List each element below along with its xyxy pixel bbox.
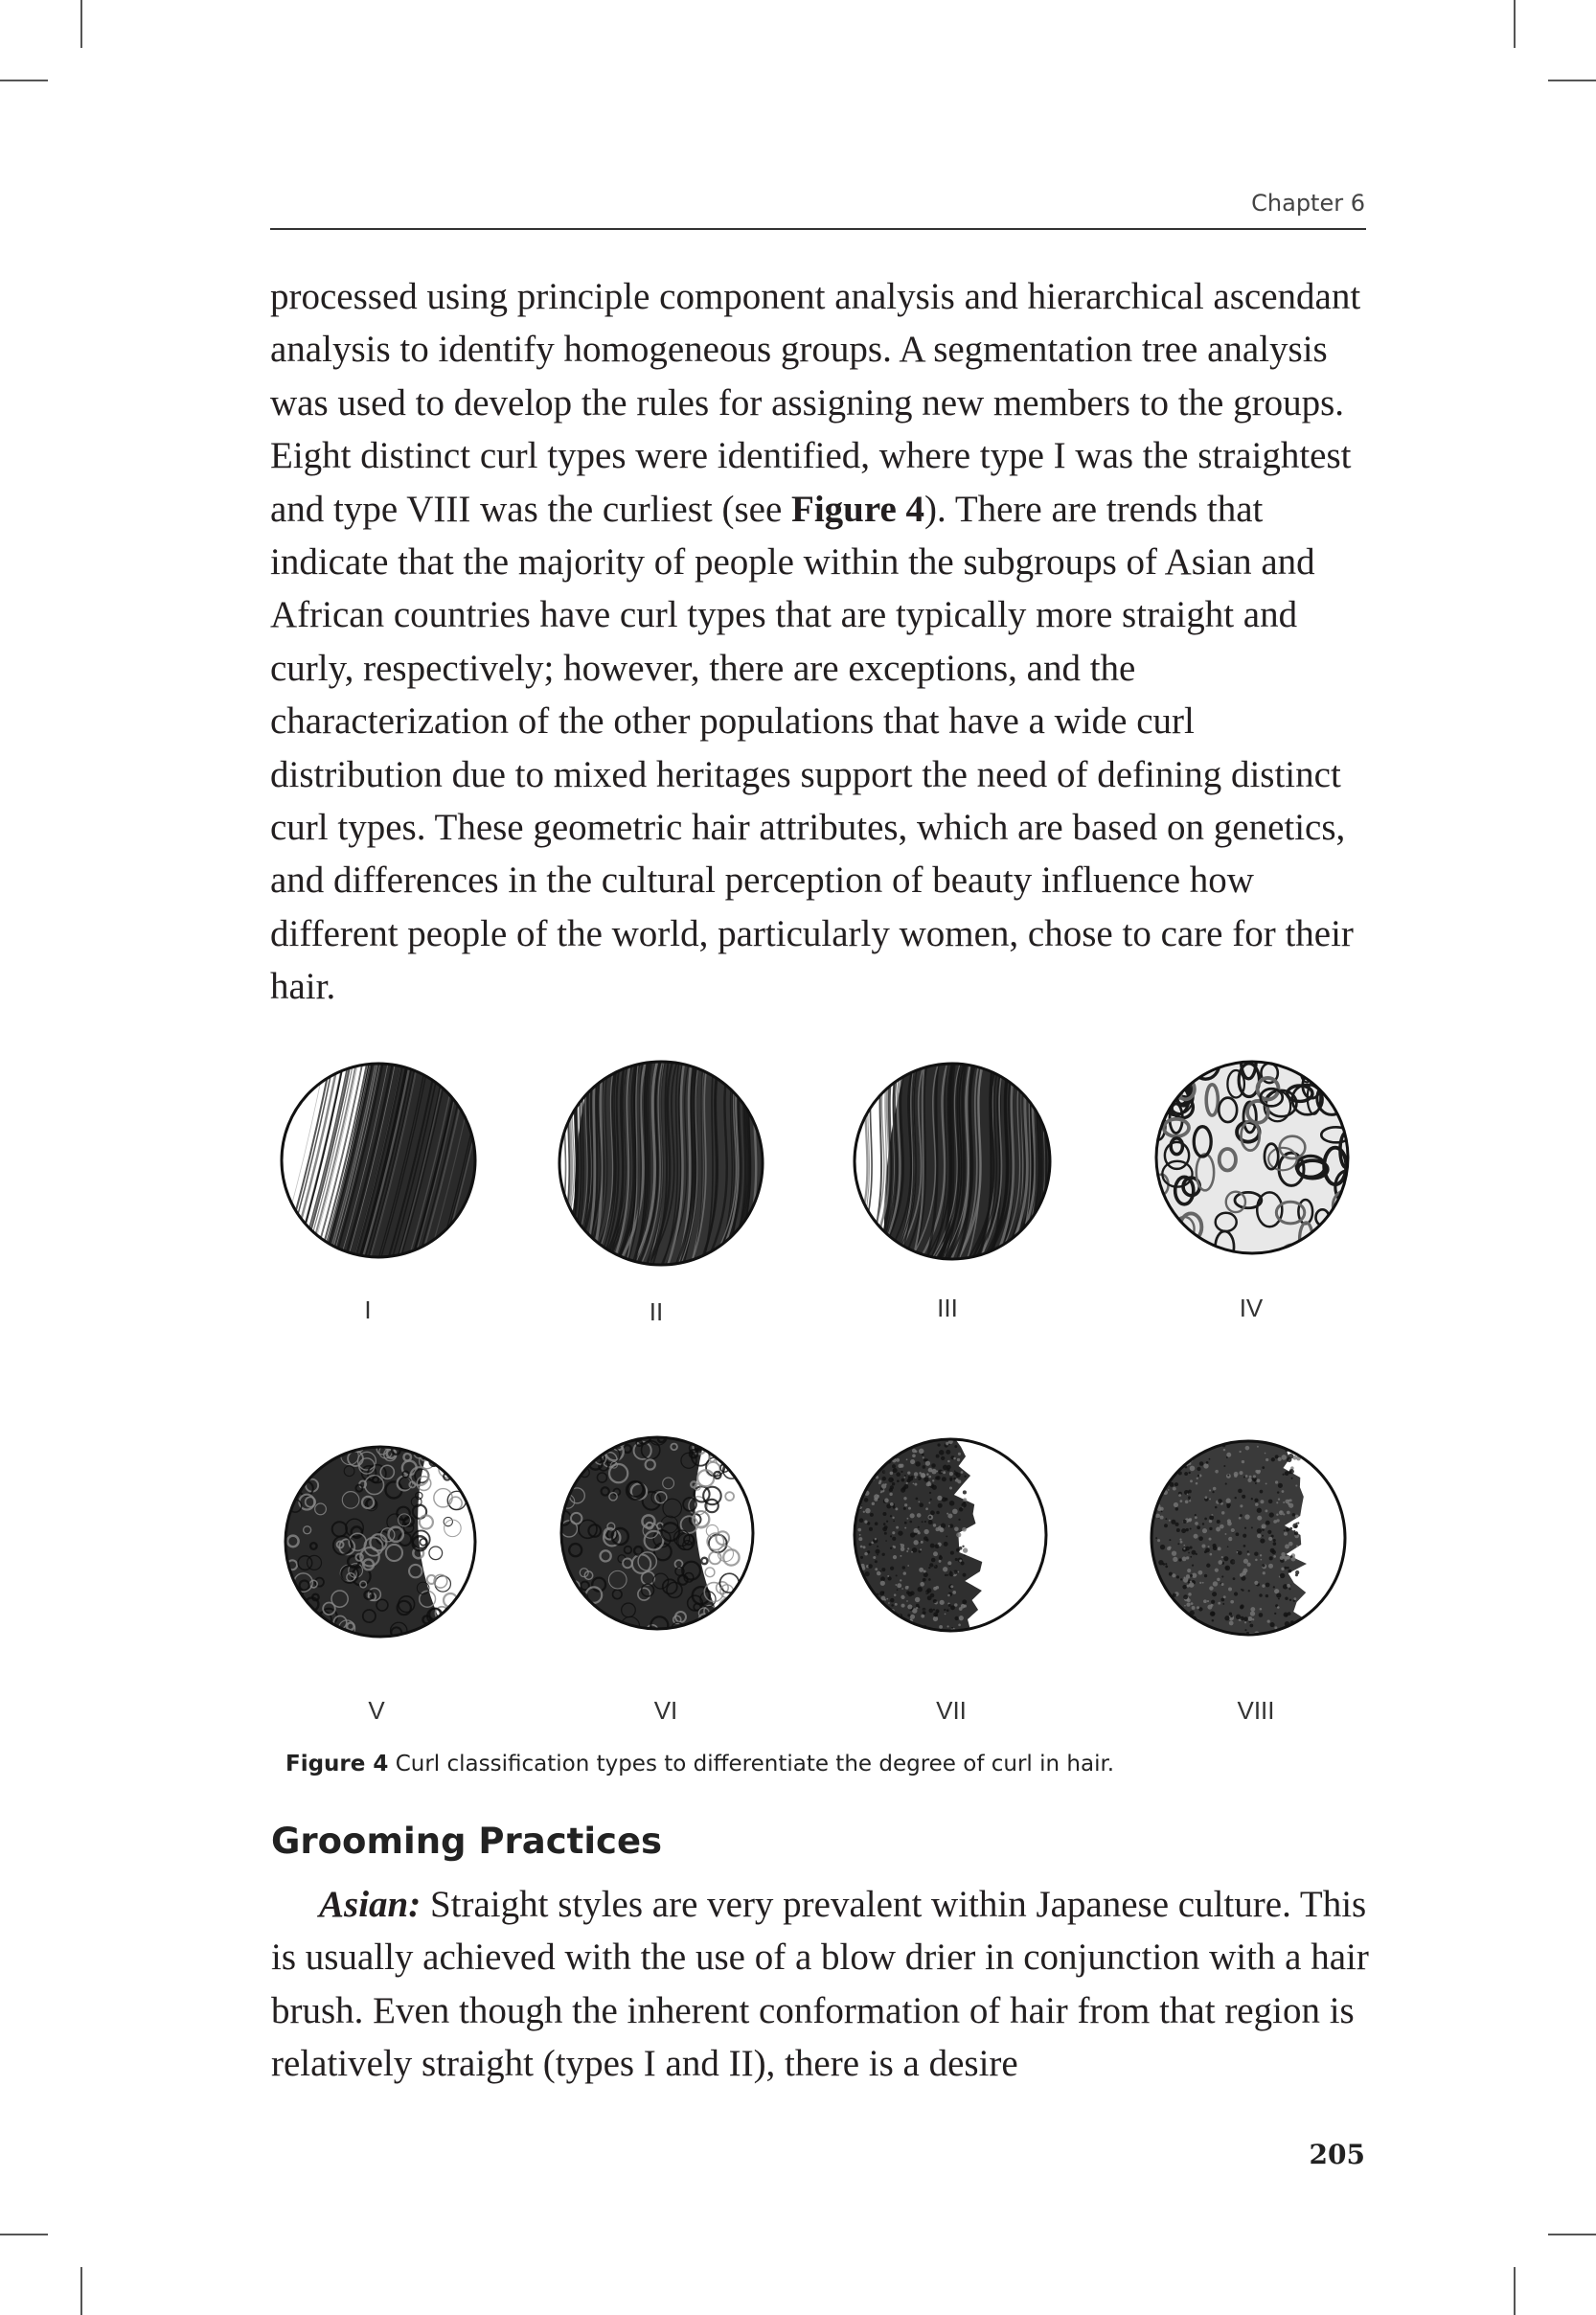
curl-type-image — [853, 1062, 1052, 1261]
curl-type-image — [559, 1435, 755, 1631]
curl-type-label: III — [937, 1294, 958, 1322]
curl-type-label: II — [649, 1297, 664, 1326]
crop-mark — [1548, 2234, 1596, 2235]
curl-type-image — [558, 1060, 764, 1267]
figure-caption-label: Figure 4 — [285, 1752, 389, 1776]
curl-type-label: VII — [936, 1696, 967, 1725]
crop-mark — [0, 2234, 48, 2235]
crop-mark — [1548, 80, 1596, 81]
crop-mark — [1514, 0, 1516, 48]
crop-mark — [1514, 2267, 1516, 2315]
curl-type-image — [1154, 1060, 1350, 1255]
page-number: 205 — [1309, 2139, 1365, 2170]
crop-mark — [80, 0, 82, 48]
curl-type-label: VIII — [1237, 1696, 1275, 1725]
figure-reference: Figure 4 — [791, 488, 925, 530]
body-paragraph: Asian: Straight styles are very prevalent within Japanese culture. This is usually achieved with the use of a blow drier in conjunction with a hair brush. Even though the inherent conformation of hair from that region is relatively straight (types I and II), there is a desire — [271, 1884, 1369, 2085]
curl-type-label: IV — [1239, 1294, 1264, 1322]
body-paragraph: processed using principle component analysis and hierarchical ascendant analysis to identify homogeneous groups. A segmentation tree analysis was used to develop the rules for assigning new members to the groups. Eight distinct curl types were identified, where type I was the straightest and type VIII was the curliest (see Figure 4). There are trends that indicate that the majority of people within the subgroups of Asian and African countries have curl types that are typically more straight and curly, respectively; however, there are exceptions, and the characterization of the other populations that have a wide curl distribution due to mixed heritages support the need of defining distinct curl types. These geometric hair attributes, which are based on genetics, and differences in the cultural perception of beauty influence how different people of the world, particularly women, chose to care for their hair. — [270, 276, 1361, 1008]
header-rule — [270, 228, 1366, 230]
curl-type-label: V — [368, 1696, 385, 1725]
curl-type-image — [284, 1445, 477, 1639]
curl-type-image — [1150, 1439, 1347, 1637]
section-heading: Grooming Practices — [271, 1821, 663, 1862]
crop-mark — [80, 2267, 82, 2315]
crop-mark — [0, 80, 48, 81]
running-header: Chapter 6 — [1251, 190, 1365, 217]
curl-type-label: I — [364, 1295, 372, 1324]
figure-caption: Figure 4 Curl classification types to differentiate the degree of curl in hair. — [285, 1752, 1115, 1776]
curl-type-image — [853, 1437, 1048, 1633]
curl-type-image — [280, 1062, 477, 1259]
curl-type-label: VI — [653, 1696, 678, 1725]
paragraph-lead: Asian: — [319, 1884, 422, 1925]
